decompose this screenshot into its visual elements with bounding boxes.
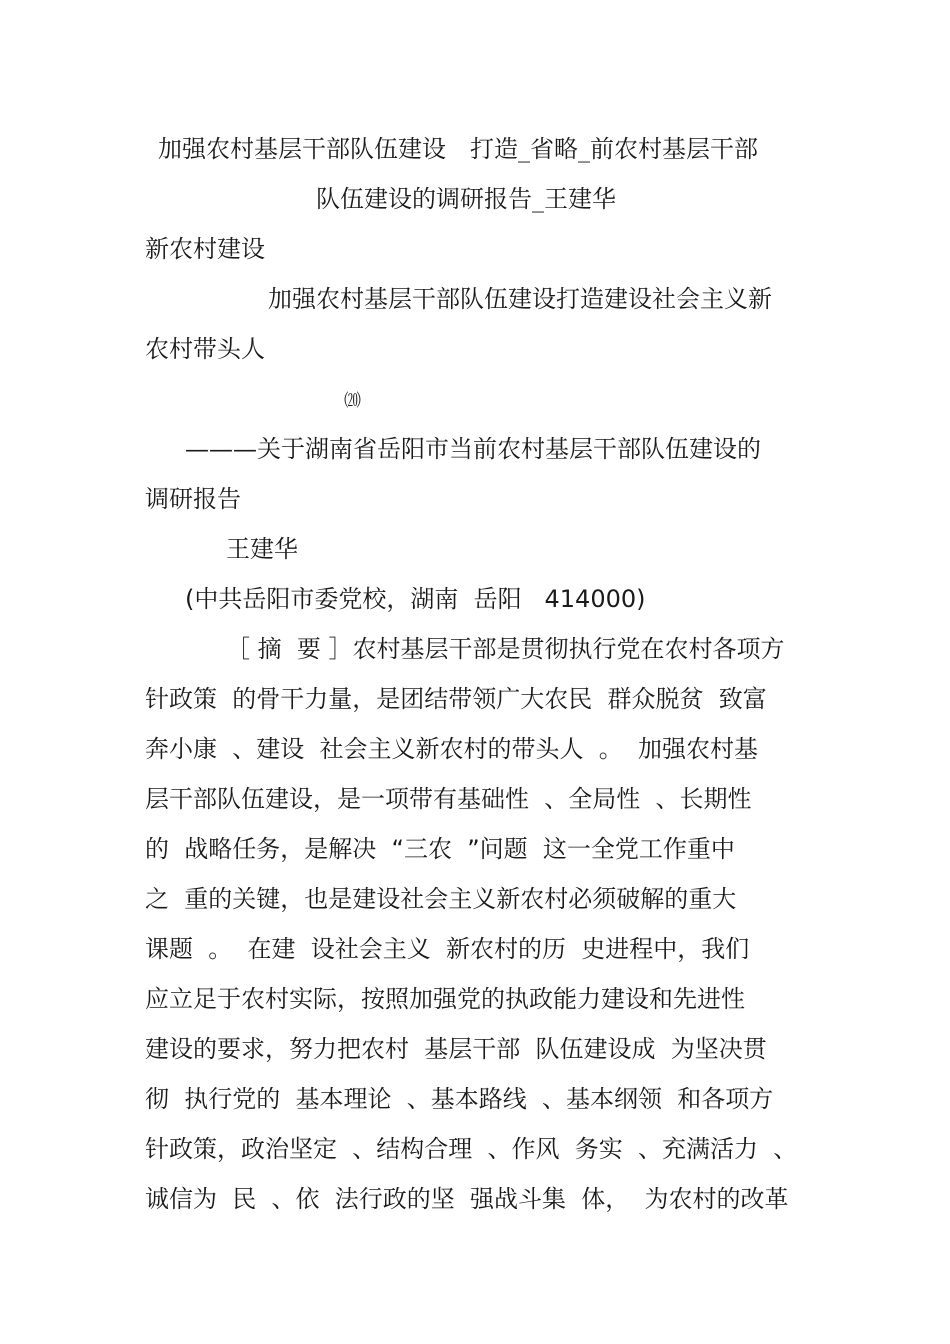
abstract-line: 彻 执行党的 基本理论 、基本路线 、基本纲领 和各项方 [145,1085,774,1113]
heading-line-2: 农村带头人 [145,335,265,363]
abstract-line: 之 重的关键，也是建设社会主义新农村必须破解的重大 [145,885,737,913]
abstract-line: 的 战略任务，是解决 “三农 ”问题 这一全党工作重中 [145,835,735,863]
abstract-line: 针政策，政治坚定 、结构合理 、作风 务实 、充满活力 、 [145,1135,798,1163]
doc-title-line-2: 队伍建设的调研报告_王建华 [316,185,616,213]
subtitle-line-1: ———关于湖南省岳阳市当前农村基层干部队伍建设的 [185,435,761,463]
subtitle-line-2: 调研报告 [145,485,241,513]
abstract-line: ［ 摘 要 ］农村基层干部是贯彻执行党在农村各项方 [226,635,785,663]
abstract-line: 建设的要求，努力把农村 基层干部 队伍建设成 为坚决贯 [145,1035,767,1063]
abstract-line: 层干部队伍建设，是一项带有基础性 、全局性 、长期性 [145,785,752,813]
reference-mark: ⒇ [344,391,361,411]
abstract-line: 应立足于农村实际，按照加强党的执政能力建设和先进性 [145,985,745,1013]
abstract-line: 课题 。 在建 设社会主义 新农村的历 史进程中，我们 [145,935,750,963]
column-label: 新农村建设 [145,235,265,263]
abstract-line: 诚信为 民 、依 法行政的坚 强战斗集 体， 为农村的改革 [145,1185,789,1213]
author-affiliation: (中共岳阳市委党校，湖南 岳阳 414000) [185,585,646,613]
doc-title-line-1: 加强农村基层干部队伍建设 打造_省略_前农村基层干部 [158,135,758,163]
author-name: 王建华 [226,535,298,563]
abstract-line: 针政策 的骨干力量，是团结带领广大农民 群众脱贫 致富 [145,685,767,713]
abstract-line: 奔小康 、建设 社会主义新农村的带头人 。 加强农村基 [145,735,759,763]
heading-line-1: 加强农村基层干部队伍建设打造建设社会主义新 [268,285,772,313]
